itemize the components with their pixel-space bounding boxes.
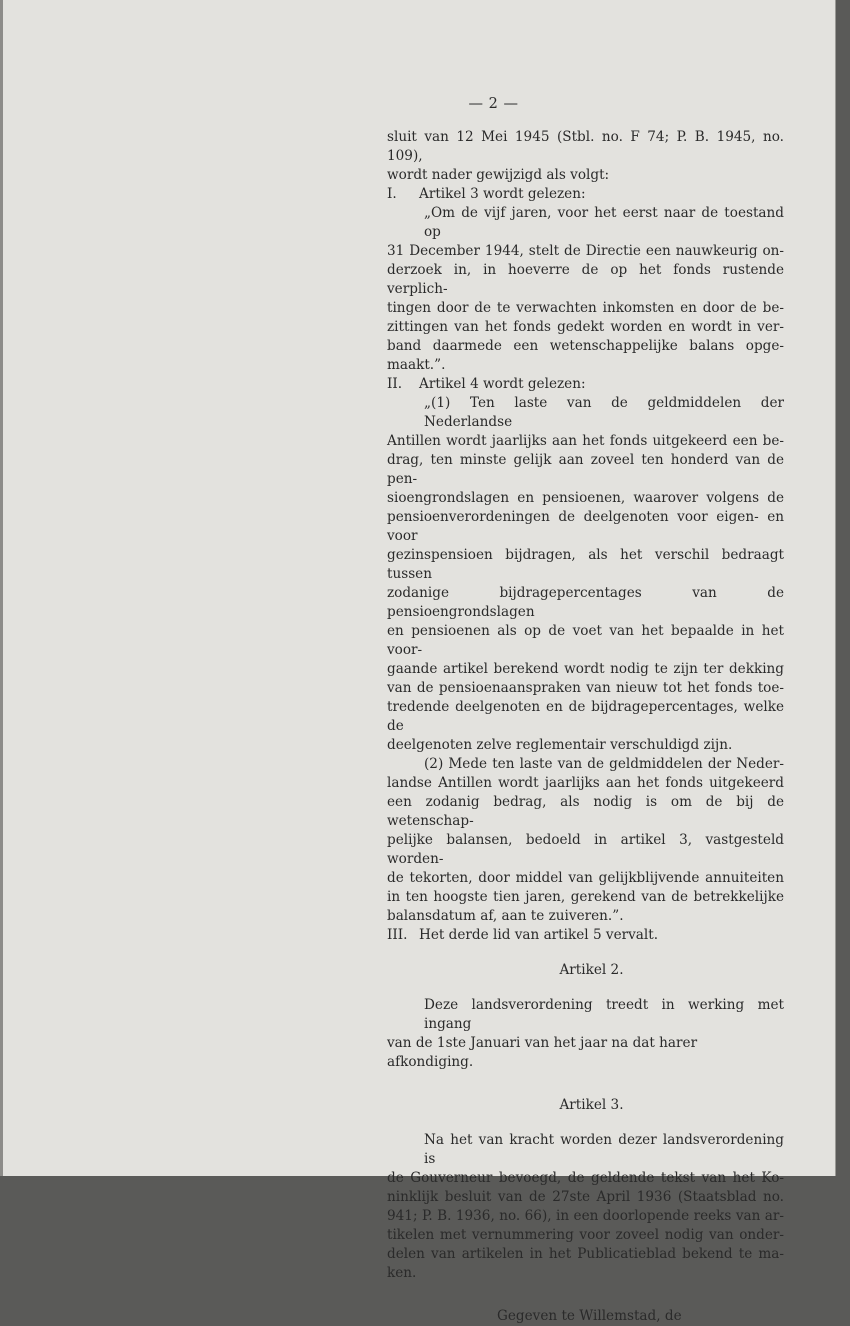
body-text (387, 128, 784, 1326)
article-heading: Artikel 2. (559, 962, 624, 978)
text-line: deelgenoten zelve reglementair verschuldigd zijn. (387, 737, 733, 753)
text-line: de Gouverneur bevoegd, de geldende tekst van het Ko- (387, 1170, 784, 1186)
list-item (387, 185, 784, 204)
text-line: sioengrondslagen en pensioenen, waarover volgens de (387, 490, 784, 506)
text-line: een zodanig bedrag, als nodig is om de bij de wetenschap- (387, 794, 784, 829)
text-line: tredende deelgenoten en de bijdragepercentages, welke de (387, 699, 784, 734)
list-number: III. (387, 927, 408, 943)
list-item (387, 926, 784, 945)
text-line: drag, ten minste gelijk aan zoveel ten honderd van de pen- (387, 452, 784, 487)
text-line: balansdatum af, aan te zuiveren.”. (387, 908, 624, 924)
text-line: Na het van kracht worden dezer landsverordening is (424, 1132, 784, 1167)
text-line: maakt.”. (387, 357, 446, 373)
text-line: band daarmede een wetenschappelijke balans opge- (387, 338, 784, 354)
text-line: zittingen van het fonds gedekt worden en wordt in ver- (387, 319, 784, 335)
text-line: Deze landsverordening treedt in werking met ingang (424, 997, 784, 1032)
article-heading: Artikel 3. (559, 1097, 624, 1113)
text-line: van de 1ste Januari van het jaar na dat harer afkondiging. (387, 1035, 698, 1070)
text-line: de tekorten, door middel van gelijkblijvende annuiteiten (387, 870, 784, 886)
text-line: sluit van 12 Mei 1945 (Stbl. no. F 74; P. B. 1945, no. 109), (387, 129, 784, 164)
text-line: „Om de vijf jaren, voor het eerst naar de toestand op (424, 205, 784, 240)
text-line: Artikel 3 wordt gelezen: (419, 186, 586, 202)
text-line: pensioenverordeningen de deelgenoten voor eigen- en voor (387, 509, 784, 544)
text-line: ninklijk besluit van de 27ste April 1936 (Staatsblad no. (387, 1189, 784, 1205)
text-line: en pensioenen als op de voet van het bepaalde in het voor- (387, 623, 784, 658)
text-line: Het derde lid van artikel 5 vervalt. (419, 927, 659, 943)
text-line: 941; P. B. 1936, no. 66), in een doorlopende reeks van ar- (387, 1208, 784, 1224)
text-line: in ten hoogste tien jaren, gerekend van de betrekkelijke (387, 889, 784, 905)
list-number: I. (387, 186, 397, 202)
text-line: „(1) Ten laste van de geldmiddelen der Nederlandse (424, 395, 784, 430)
list-item (387, 375, 784, 394)
page-edge (0, 0, 3, 1176)
text-line: gaande artikel berekend wordt nodig te zijn ter dekking (387, 661, 784, 677)
text-line: 31 December 1944, stelt de Directie een nauwkeurig on- (387, 243, 784, 259)
text-line: ken. (387, 1265, 417, 1281)
text-line: Artikel 4 wordt gelezen: (419, 376, 586, 392)
signature-line: Gegeven te Willemstad, de (497, 1308, 682, 1324)
text-line: tikelen met vernummering voor zoveel nodig van onder- (387, 1227, 784, 1243)
text-line: van de pensioenaanspraken van nieuw tot het fonds toe- (387, 680, 784, 696)
text-line: gezinspensioen bijdragen, als het verschil bedraagt tussen (387, 547, 784, 582)
text-line: pelijke balansen, bedoeld in artikel 3, vastgesteld worden- (387, 832, 784, 867)
text-line: landse Antillen wordt jaarlijks aan het fonds uitgekeerd (387, 775, 784, 791)
text-line: delen van artikelen in het Publicatieblad bekend te ma- (387, 1246, 784, 1262)
page-number: — 2 — (468, 96, 519, 112)
text-line: derzoek in, in hoeverre de op het fonds rustende verplich- (387, 262, 784, 297)
text-line: wordt nader gewijzigd als volgt: (387, 167, 610, 183)
text-line: Antillen wordt jaarlijks aan het fonds uitgekeerd een be- (387, 433, 784, 449)
text-line: (2) Mede ten laste van de geldmiddelen der Neder- (424, 756, 784, 772)
text-line: zodanige bijdragepercentages van de pensioengrondslagen (387, 585, 784, 620)
list-number: II. (387, 376, 403, 392)
text-line: tingen door de te verwachten inkomsten en door de be- (387, 300, 784, 316)
